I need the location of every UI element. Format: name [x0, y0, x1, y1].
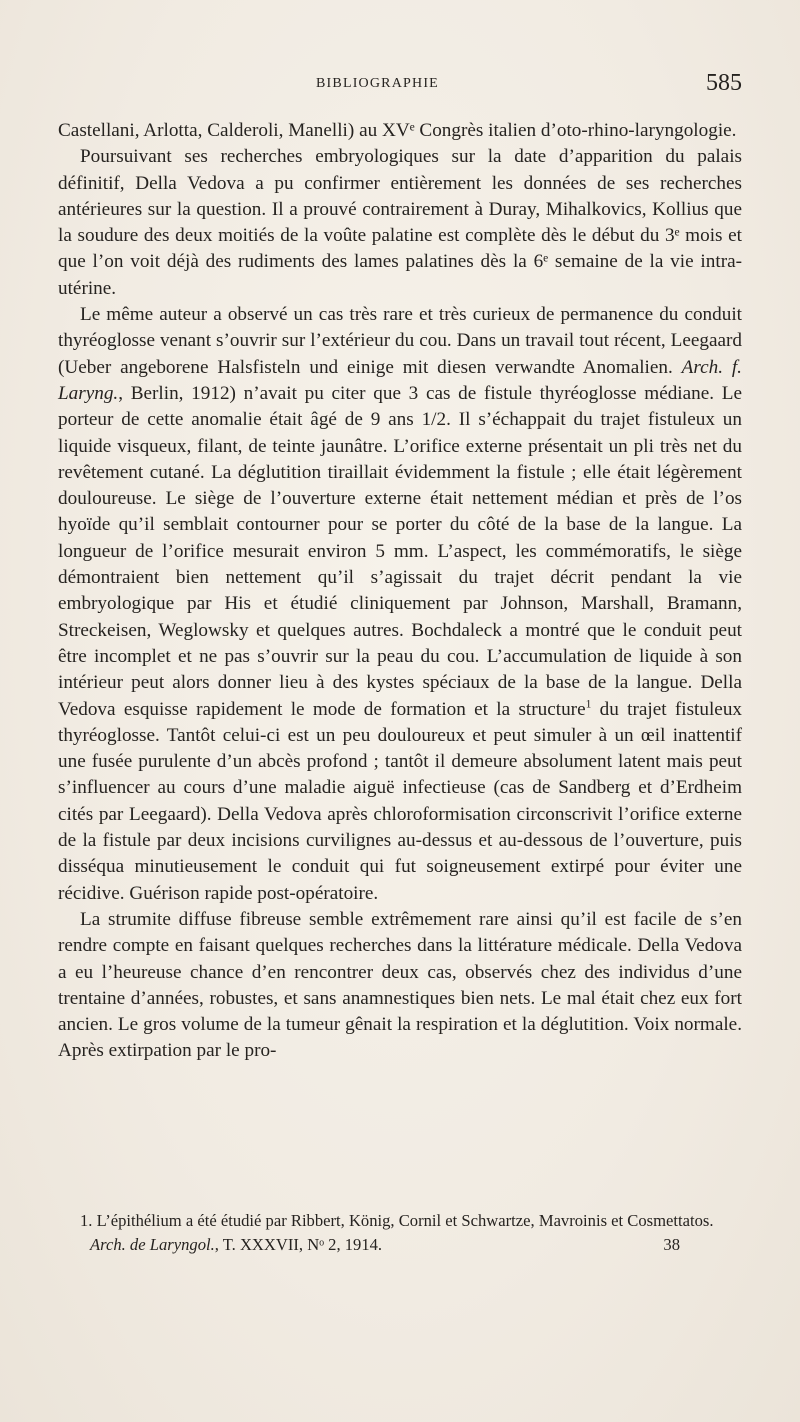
- running-head: [58, 70, 742, 104]
- source-details: , T. XXXVII, Nᵒ 2, 1914.: [214, 1235, 383, 1254]
- paragraph-4: La strumite diffuse fibreuse semble extrêmement rare ainsi qu’il est facile de s’en rendre compte en faisant quelques recherches dans la littérature médicale. Della Vedova a eu l’heureuse chance d’en rencontrer deux cas, observés chez des individus d’une trentaine d’années, robustes, et sans anamnestiques bien nets. Le mal était chez eux fort ancien. Le gros volume de la tumeur gênait la respiration et la déglutition. Voix normale. Après extirpation par le pro-: [58, 908, 742, 1062]
- footnotes: [58, 1210, 742, 1258]
- paragraph-3-text-b: , Berlin, 1912) n’avait pu citer que 3 cas de fistule thyréoglosse médiane. Le porteur de cette anomalie était âgé de 9 ans 1/2. Il s’échappait du trajet fistuleux un liquide visqueux, filant, de teinte jaunâtre. L’orifice externe présentait un pli très net du revêtement cutané. La déglutition tiraillait évidemment la fistule ; elle était légèrement douloureuse. Le siège de l’ouverture externe était nettement médian et près de l’os hyoïde qu’il semblait contourner pour se porter du côté de la base de la langue. La longueur de l’orifice mesurait environ 5 mm. L’aspect, les commémoratifs, le siège démontraient bien nettement qu’il s’agissait du trajet décrit pendant la vie embryologique par His et étudié cliniquement par Johnson, Marshall, Bramann, Streckeisen, Weglowsky et quelques autres. Bochdaleck a montré que le conduit peut être incomplet et ne pas s’ouvrir sur la peau du cou. L’accumulation de liquide à son intérieur peut alors donner lieu à des kystes spéciaux de la base de la langue. Della Vedova esquisse rapidement le mode de formation et la structure: [58, 382, 742, 720]
- body-text: [58, 118, 742, 1065]
- footnote-1: 1. L’épithélium a été étudié par Ribbert, König, Cornil et Schwartze, Mavroinis et Cosmettatos.: [80, 1211, 714, 1230]
- paragraph-3-text-c: du trajet fistuleux thyréoglosse. Tantôt celui-ci est un peu douloureux et peut simuler à un œil inattentif une fusée purulente d’un abcès profond ; tantôt il demeure absolument latent mais peut s’influencer au cours d’une maladie aiguë infectieuse (cas de Sandberg et d’Erdheim cités par Leegaard). Della Vedova après chloroformisation circonscrivit l’orifice externe de la fistule par deux incisions curvilignes au-dessus et au-dessous de l’ouverture, puis disséqua minutieusement le conduit qui fut soigneusement extirpé pour éviter une récidive. Guérison rapide post-opératoire.: [58, 698, 743, 904]
- source-line: [90, 1234, 382, 1256]
- paragraph-3-text-a: Le même auteur a observé un cas très rare et très curieux de permanence du conduit thyréoglosse venant s’ouvrir sur l’extérieur du cou. Dans un travail tout récent, Leegaard (Ueber angeborene Halsfisteln und einige mit diesen verwandte Anomalien.: [58, 304, 742, 378]
- paragraph-2: Poursuivant ses recherches embryologiques sur la date d’apparition du palais définitif, Della Vedova a pu confirmer entièrement les données de ses recherches antérieures sur la question. Il a prouvé contrairement à Duray, Mihalkovics, Kollius que la soudure des deux moitiés de la voûte palatine est complète dès le début du 3ᵉ mois et que l’on voit déjà des rudiments des lames palatines dès la 6ᵉ semaine de la vie intra-utérine.: [58, 146, 742, 299]
- footnote-reference: 1: [585, 698, 592, 711]
- paragraph-3: [58, 302, 742, 907]
- running-title: BIBLIOGRAPHIE: [316, 76, 439, 91]
- paragraph-1: Castellani, Arlotta, Calderoli, Manelli) au XVᵉ Congrès italien d’oto-rhino-laryngologie.: [58, 120, 737, 141]
- page: [58, 70, 742, 1065]
- signature-mark: 38: [663, 1235, 680, 1254]
- page-number: 585: [706, 70, 742, 96]
- source-journal: Arch. de Laryngol.: [90, 1235, 215, 1254]
- journal-citation: Arch. f. Laryng.: [58, 356, 742, 404]
- footer-line: [58, 1234, 742, 1258]
